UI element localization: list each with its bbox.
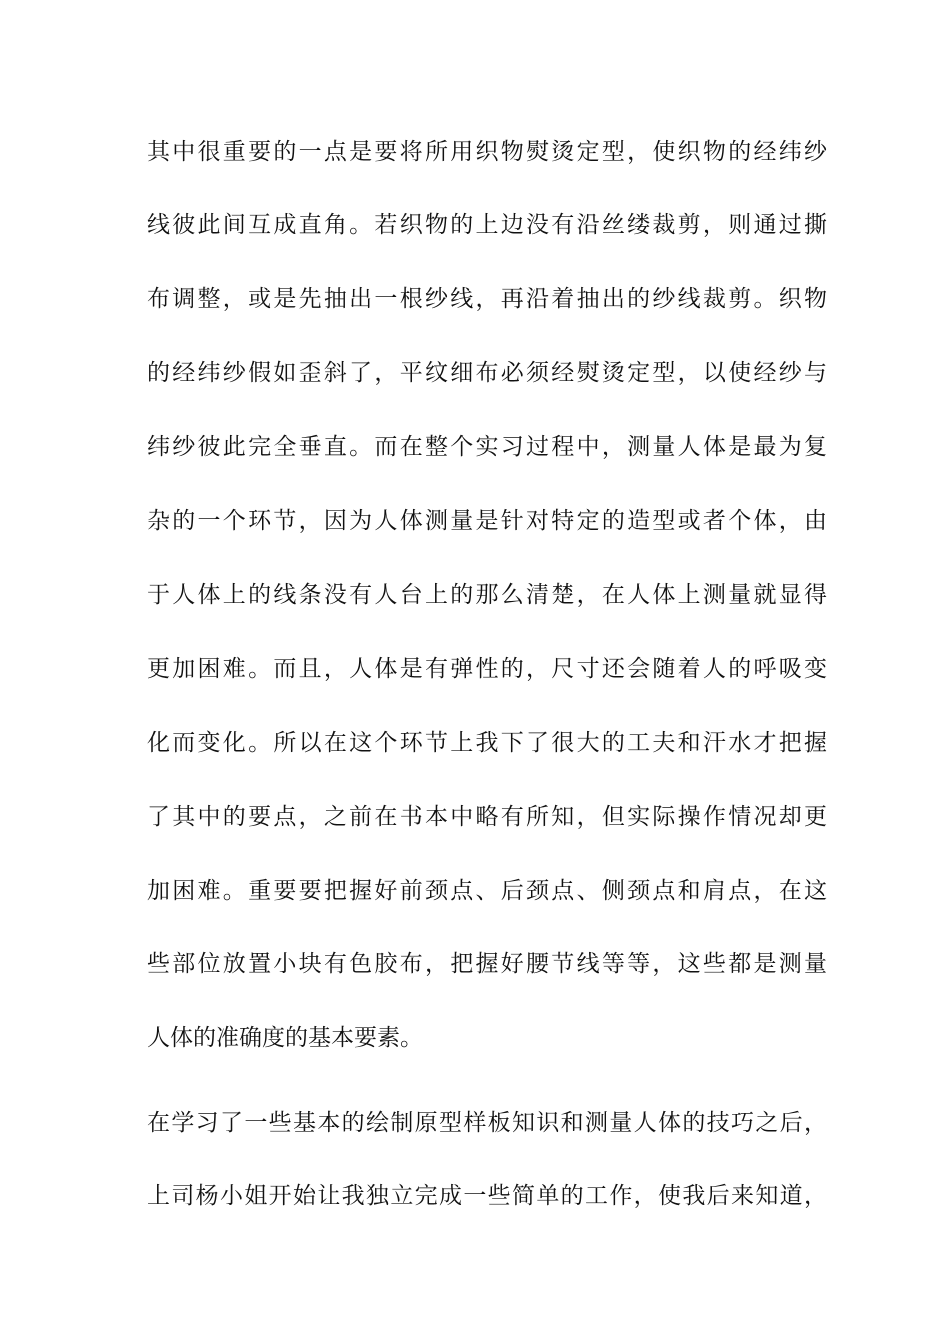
text-line: 加困难。重要要把握好前颈点、后颈点、侧颈点和肩点，在这 — [147, 878, 827, 904]
text-line: 其中很重要的一点是要将所用织物熨烫定型，使织物的经纬纱 — [147, 139, 827, 165]
text-line: 人体的准确度的基本要素。 — [147, 1025, 423, 1051]
text-line: 上司杨小姐开始让我独立完成一些简单的工作，使我后来知道， — [147, 1183, 827, 1209]
text-line: 的经纬纱假如歪斜了，平纹细布必须经熨烫定型，以使经纱与 — [147, 360, 827, 386]
text-line: 了其中的要点，之前在书本中略有所知，但实际操作情况却更 — [147, 804, 827, 830]
text-line: 线彼此间互成直角。若织物的上边没有沿丝缕裁剪，则通过撕 — [147, 212, 827, 238]
text-line: 纬纱彼此完全垂直。而在整个实习过程中，测量人体是最为复 — [147, 434, 827, 460]
text-line: 布调整，或是先抽出一根纱线，再沿着抽出的纱线裁剪。织物 — [147, 286, 827, 312]
text-line: 些部位放置小块有色胶布，把握好腰节线等等，这些都是测量 — [147, 951, 827, 977]
text-line: 杂的一个环节，因为人体测量是针对特定的造型或者个体，由 — [147, 508, 827, 534]
text-line: 在学习了一些基本的绘制原型样板知识和测量人体的技巧之后， — [147, 1110, 827, 1136]
text-line: 化而变化。所以在这个环节上我下了很大的工夫和汗水才把握 — [147, 730, 827, 756]
text-line: 于人体上的线条没有人台上的那么清楚，在人体上测量就显得 — [147, 582, 827, 608]
text-line: 更加困难。而且，人体是有弹性的，尺寸还会随着人的呼吸变 — [147, 656, 827, 682]
